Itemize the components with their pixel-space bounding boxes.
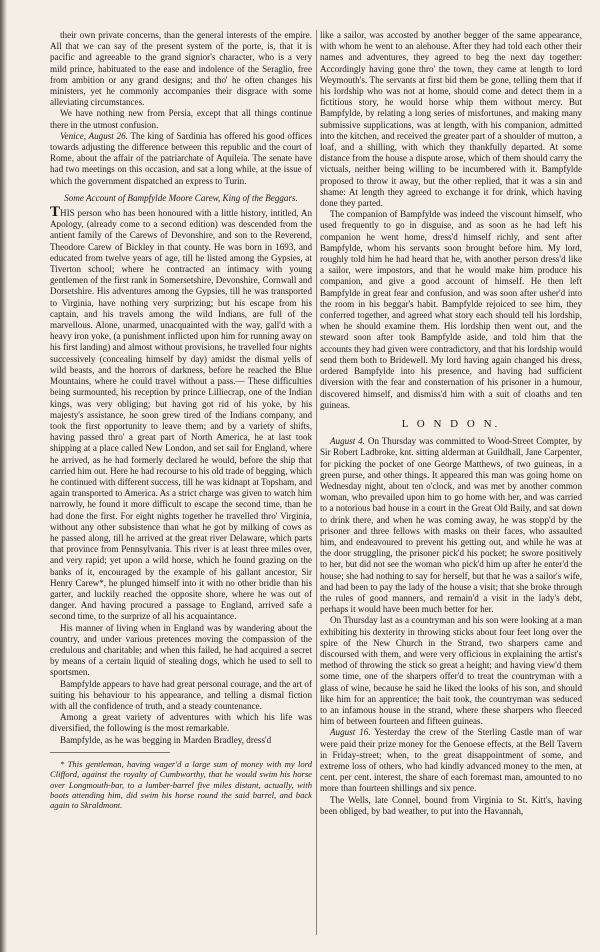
sterling-castle-text: Yesterday the crew of the Sterling Castle man of war were paid their prize money for the Genoese effects, at the Bell Tavern in Friday-street; when, to the great disappointment of some, and extreme loss of others, who had kindly advanced money to the men, at cent. per cent. interest, the share of each foremast man, amounted to no more than fourteen shillings and six pence. [320, 727, 582, 794]
dateline-aug-16: August 16. [330, 727, 371, 738]
article-heading: Some Account of Bampfylde Moore Carew, King of the Beggars. [64, 192, 298, 203]
paragraph-persia: We have nothing new from Persia, except that all things continue there in the utmost confusion. [50, 108, 312, 130]
paragraph-adventures: Among a great variety of adventures with which his life was diversified, the following is the most remarkable. [50, 712, 312, 734]
page-binding-shadow [0, 0, 7, 952]
paragraph-porte: their own private concerns, than the general interests of the empire. All that we can say of the present system of the porte, is, that it is pacific and agreeable to the grand signior's character, who is a very mild prince, habituated to the ease and indolence of the Seraglio, free from ambition or any grand designs; and tho' he often changes his ministers, yet he commonly accompanies their disgrace with some alleviating circumstances. [50, 30, 312, 108]
paragraph-courage: Bampfylde appears to have had great personal courage, and the art of suiting his behaviour to his appearance, and telling a dismal fiction with all the confidence of truth, and a steady countenance. [50, 678, 312, 711]
paragraph-manner-of-living: His manner of living when in England was by wandering about the country, and under various pretences moving the compassion of the credulous and charitable; and when this failed, he had acquired a secret by means of a certain liquid of stealing dogs, which he used to sell to sportsmen. [50, 622, 312, 678]
dateline-venice: Venice, August 26. [60, 130, 128, 141]
venice-text: The king of Sardinia has offered his good offices towards adjusting the difference between this republic and the court of Rome, about the affair of the patriarchate of Aquileia. The senate have had two meetings on this occasion, and sat a long while, at the issue of which the government dispatched an express to Turin. [50, 130, 312, 186]
paragraph-sterling-castle [320, 727, 582, 794]
paragraph-wells: The Wells, late Connel, bound from Virginia to St. Kitt's, having been obliged, by bad weather, to put into the Havannah, [320, 794, 582, 816]
right-column [320, 30, 582, 942]
column-divider [316, 30, 317, 935]
footnote: * This gentleman, having wager'd a large sum of money with my lord Clifford, against the royalty of Cumbworthy, that he would swim his horse over Longmouth-bar, to a lumber-barrel five miles distant, actually, with boots attending him, did swim his horse round the said barrel, and back again to Skraldmont. [50, 758, 312, 811]
drop-cap: T [50, 204, 61, 221]
footnote-rule [50, 752, 170, 753]
carew-intro-text: HIS person who has been honoured with a little history, intitled, An Apology, (already come to a second edition) was descended from the antient family of the Carews of Devonshire, and son to the Reverend, Theodore Carew of Bickley in that county. He was born in 1693, and educated from twelve years of age, till he listed among the Gypsies, at Tiverton school; where he contracted an intimacy with young gentlemen of the first rank in Somersetshire, Devonshire, Cornwall and Dorsetshire. His adventures among the Gypsies, till he was transported to Virginia, have nothing very surprizing; but his escape from his captain, and his travels among the wild Indians, are full of the marvellous. Alone, unarmed, unacquainted with the way, gall'd with a heavy iron yoke, (a punishment inflicted upon him for running away on his first landing) and almost without provisions, he travelled four nights successively (concealing himself by day) amidst the dismal yells of wild beasts, and the horrors of darkness, before he reached the Blue Mountains, where he could travel without a pass.— These difficulties being surmounted, his reception by prince Lilliecrap, one of the Indian kings, was very obliging; but having got rid of his yoke, by his majesty's assistance, he soon grew tired of the Indians company, and took the first opportunity to leave them; and by a variety of shifts, having passed thro' a great part of North America, he at last took shipping at a place called New London, and set sail for England, where he arrived, as he had formerly declared he would, before the ship that carried him out. Here he had recourse to his old trade of begging, which he continued with different success, till he was kidnapt at Topsham, and again transported to America. As a strict charge was given to watch him narrowly, he found it more difficult to escape the second time, than he had done the first. For eight nights together he travelled thro' Virginia, without any other subsistence than what he got by milking of cows as he passed along, till he arrived at the great river Delaware, which parts that province from Pennsylvania. This river is at least three miles over, and very rapid; yet upon a wild horse, which he found grazing on the banks of it, encouraged by the example of his gallant ancestor, Sir Henry Carew*, he plunged himself into it with no other bridle than his garter, and luckily reached the opposite shore, where he was out of danger. And having procured a passage to England, arrived safe a second time, to the surprize of all his acquaintance. [50, 208, 312, 622]
paragraph-marden-bradley: Bampfylde, as he was begging in Marden Bradley, dress'd [60, 734, 272, 745]
paragraph-sailor-beggar: like a sailor, was accosted by another begger of the same appearance, with whom he went to an alehouse. After they had told each other their names and adventures, they agreed to beg the next day together: Accordingly having gone thro' the town, they came at length to lord Weymouth's. The servants at first bid them be gone, telling them that if his lordship who was not at home, should come and detect them in a fictitious story, he would horse whip them without mercy. But Bampfylde, by relating a long series of misfortunes, and making many submissive supplications, was at length, with his companion, admitted into the kitchen, and received the greater part of a shoulder of mutton, a loaf, and a shilling, with which they thankfully departed. At some distance from the house a dispute arose, which of them should carry the victuals, neither being willing to be incumbered with it. Bampfylde proposed to throw it away, but the other replied, that it was a sin and shame: At length they agreed to exchange it for drink, which having done they parted. [320, 30, 582, 209]
paragraph-carew-intro [50, 204, 312, 623]
london-heading: L O N D O N. [401, 417, 501, 430]
paragraph-wood-street [320, 436, 582, 615]
left-column [50, 30, 312, 942]
paragraph-venice [50, 131, 312, 187]
paragraph-sharpers: On Thursday last as a countryman and his son were looking at a man exhibiting his dexterity in throwing sticks about four feet long over the spire of the New Church in the Strand, two sharpers came and discoursed with them, and were very officious in explaining the artist's method of throwing the stick so great a height; and having view'd them some time, one of the sharpers offer'd to treat the countryman with a glass of wine, because he said he liked the looks of his son, and should like him for an apprentice; the bait took, the countryman was seduced to an infamous house in the strand, where these sharpers who fleeced him of between fourteen and fifteen guineas. [320, 615, 582, 727]
wood-street-text: On Thursday was committed to Wood-Street Compter, by Sir Robert Ladbroke, knt. sitting alderman at Guildhall, Jane Carpenter, for picking the pocket of one George Matthews, of two guineas, in a green purse, and other things. It appeared this man was going home on Wednesday night, about ten o'clock, and was met by another common woman, who prevailed upon him to go home with her, and was carried to a notorious bad house in a court in the Great Old Baily, and sat down to drink there, and when he was coming away, he was stopp'd by the prisoner and three fellows with masks on their faces, who assaulted him, and endeavoured to prevent his getting out, and while he was at the door struggling, the prisoner pick'd his pocket; he swore positively to her, but did not see the woman who pick'd him up after he enter'd the house; she had nothing to say for herself, but that he was a sailor's wife, and had been to pay the lady of the house a visit; that she broke through the rules of good manners, and remain'd a visit in the lady's debt, perhaps it would have been much better for her. [320, 436, 582, 615]
paragraph-viscount: The companion of Bampfylde was indeed the viscount himself, who used frequently to go in disguise, and as soon as he had left his companion he went home, dress'd himself richly, and sent after Bampfylde, whom his servants soon brought before him. My lord, roughly told him he had heard that he, with another person dress'd like a sailor, were impostors, and that he would make him produce his companion, and give a good account of himself. He then left Bampfylde in great fear and confusion, and was soon after usher'd into the room in his beggar's habit. Bampfylde rejoiced to see him, they conferred together, and agreed what story each should tell his lordship, when he should examine them. His lordship then went out, and the steward soon after took Bampfylde aside, and told him that the accounts they had given were contradictory, and that his lordship would send them both to Bridewell. My lord having again changed his dress, ordered Bampfylde into his presence, and having had sufficient diversion with the fear and consternation of his prisoner in a humour, discovered himself, and dismiss'd him with a suit of cloaths and ten guineas. [320, 209, 582, 410]
dateline-aug-4: August 4. [330, 436, 365, 447]
